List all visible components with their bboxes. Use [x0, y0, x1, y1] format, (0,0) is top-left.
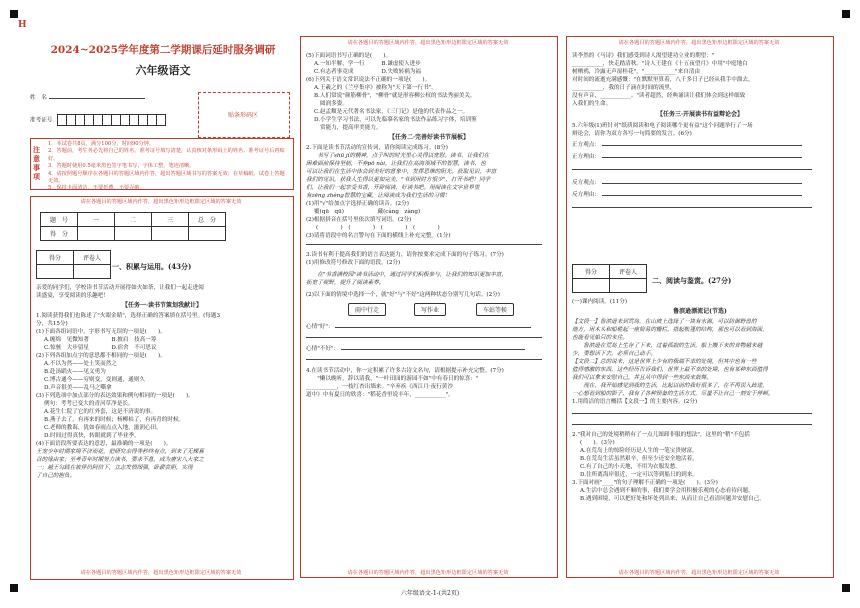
col1-line: (3)下列选项中加点部分的表达效果和例句相同的一项是( )。 [36, 393, 194, 399]
grader-score-cell[interactable] [37, 265, 74, 279]
notes-item: 3．答题时使用0.5毫米黑色签字笔书写，字体工整，笔迹清晰。 [48, 163, 195, 170]
passage-title: 鲁滨逊漂流记(节选) [673, 308, 727, 315]
score-table [40, 212, 226, 241]
col3-line: 树栖鸦，冷露无声湿桂花"，"___________"来自清由 [572, 69, 700, 75]
id-row [30, 114, 166, 126]
corner-mark-tr [842, 10, 850, 18]
col2-line: A.王羲之的《兰亭集序》被称为"天下第一行书"。 [314, 85, 437, 91]
col1-line: C.博古通今——穷则变，变则通，通则久 [44, 377, 145, 383]
score-cell[interactable] [152, 227, 189, 241]
score-cell[interactable] [115, 227, 152, 241]
col1-line: 读盛宴，享受阅读的乐趣吧！ [36, 293, 109, 299]
answer-line[interactable] [572, 169, 812, 170]
col1-line: 分，共15分) [36, 321, 68, 327]
page-title: 2024~2025学年度第二学期课后延时服务调研 [50, 44, 276, 56]
col1-line: C.老师的教诲，犹如春雨点点入地，滋润心田。 [44, 425, 162, 431]
tag-rain-walk[interactable]: 雨中行走 [348, 303, 386, 316]
pro-reason-label: 正方理由： [572, 154, 600, 160]
mood-good-label: 心情"好"： [306, 324, 334, 330]
con-reason-field[interactable] [602, 195, 802, 196]
col3-passage-line: 鲁滨逊在荒岛上生存了下来，过着孤寂的生活，船上搬下来的食物越来越 [572, 343, 763, 349]
col3-passage-line: 地方，用木头和船桅起一座简易的栅栏，搭起帐篷的结构，那也可以看到海面， [572, 327, 768, 333]
answer-line[interactable] [572, 207, 812, 208]
mood-bad-field[interactable] [341, 349, 525, 350]
name-field[interactable] [49, 98, 145, 99]
col3-passage-line: 【文段二】总的说来，这是世界上少有的极端不幸的处境，但其中也有一些 [572, 359, 757, 365]
col1-passage-line: 一；越王勾践在被俘仍阿信下，立志发愤图强，卧薪尝胆，实现 [36, 465, 193, 471]
col2-line: 3.读书有利于提高我们的语言表达能力，请你按要求完成下面的句子练习。(7分) [306, 252, 504, 258]
mood-bad-row [306, 345, 552, 353]
col1-line: A.花生仁院了它的红外套，这是不济说的事。 [44, 409, 157, 415]
col2-line: 2.下面是读书节活动的宣传词，请你阅读完成练习。(8分) [306, 145, 448, 151]
col2-line: 赏能力，提高审美能力。 [320, 125, 382, 131]
col1-passage-line: 王宠少年时期家境不济而花，把研究亲得等秒终有点，到来了无棵暮 [36, 449, 204, 455]
col1-line: A.缠绵 见微知著 B.披肩 技高一筹 [44, 337, 157, 343]
col2-passage-line: 书写了shū jí的精神，点子叫的时光里心灵得以宽慰。读书，让我们在 [306, 153, 490, 159]
task-heading: 【任务二·完善好读书节展板】 [388, 134, 470, 141]
grader-score-label: 得分 [37, 251, 74, 265]
answer-line[interactable] [306, 337, 542, 338]
mood-good-row [306, 323, 552, 331]
score-header: 总 分 [189, 213, 226, 227]
col3-line: A.生活中总会遇到不顺的事，我们要学会用积极乐观的心态看待问题。 [580, 488, 754, 494]
col1-line: (2)下列各组加点字的意思都不相同的一项是( )。 [36, 353, 166, 359]
col3-line: C.有了自己的小天地，不用为衣服发愁。 [580, 464, 681, 470]
warning-bottom-col3: 请在各题目的答题区域内作答，超出黑色矩形边框限定区域的答案无效 [618, 570, 780, 576]
situation-tags [306, 299, 552, 319]
col2-line: (3)请将语段中的名言警句在下面的横线上补充完整。(1分) [306, 233, 451, 239]
notes-item: 4．请按照题号顺序在各题目的答题区域内作答，超出答题区域书写的答案无效；在草稿纸、试卷上答题无效。 [48, 170, 285, 185]
col3-line: 辩论会，请你为双方各写一句简要的发言。(6分) [572, 131, 692, 137]
column-1-text [36, 284, 288, 480]
name-row [30, 94, 145, 102]
col2-line: A.一知半解，学一行 B.谦虚使人进步 [314, 61, 421, 67]
col1-line: (1)下面各组词语中，字形书写无误的一项是( )。 [36, 329, 166, 335]
col3-passage-line: 【文段一】鲁滨逊来到荒岛，在山坡上选择了一块有水源，可以防御野兽的 [572, 319, 757, 325]
con-view-field[interactable] [602, 183, 802, 184]
col1-line: D.时间过得真快，转眼就到了毕业季。 [44, 433, 140, 439]
col2-line: (2)以下面的情境中选择一个，就"好"与"不好"这两种状态分别写几句话。(2分) [306, 292, 500, 298]
grader-score-label: 得分 [573, 265, 610, 279]
col3-line: 3.下面对画"____"的句子理解不正确的一项是( )。(3分) [572, 480, 718, 486]
part2-title: 二、阅读与鉴赏。(27分) [652, 276, 732, 285]
answer-line[interactable] [572, 413, 812, 414]
col3-passage-line: 我们可以拿来安慰自己，并且从中得到一些东西来鼓舞。 [572, 375, 712, 381]
grader-table-1 [36, 250, 111, 279]
subject-title: 六年级语文 [135, 64, 191, 77]
col3-line: ( )。(3分) [580, 440, 615, 446]
notes-item: 2．答题前，考生务必先将自己的姓名、准考证号填写清楚，认真核对条形码上的姓名、准考证号后再贴好。 [48, 148, 285, 162]
col2-passage-line: 可以让我们在生活中体会到美好的意象中，发挥思维的阳光。获取见识，丰富 [306, 169, 497, 175]
task-heading: 【任务三·开展读书有益辩论会】 [656, 111, 744, 118]
score-header: 一 [78, 213, 115, 227]
col3-line: A.在荒岛上的惊险经历是人生的一笔宝贵财富。 [580, 448, 698, 454]
pro-reason-row [572, 153, 828, 161]
score-header: 三 [152, 213, 189, 227]
col2-line: (6)下列关于语文常识说法不正确的一项是( )。 [306, 77, 431, 83]
col3-line: 读李然的《马诗》我们感受到诗人渴望建功立业的期望：" [572, 53, 715, 59]
con-view-label: 反方观点： [572, 180, 600, 186]
col2-line: 覆(qū qū) 藏(cáng zàng) [314, 209, 421, 215]
col3-line: 对时间的流逝充满感慨："在默默里算着，八千多日子已经从我手中溜去， [572, 77, 754, 83]
warning-top-col2: 请在各题目的答题区域内作答，超出黑色矩形边框限定区域的答案无效 [347, 40, 509, 46]
col1-line: 1.阅读获得我们也陈述了"火眼金睛"，选择正确的答案填在括号里。(每题3 [36, 313, 221, 319]
col1-line: B.赴汤蹈火——见义勇为 [44, 369, 106, 375]
name-label: 姓 名 [30, 95, 47, 101]
grader-reviewer-cell[interactable] [74, 265, 111, 279]
part1-title: 一、积累与运用。(43分) [112, 262, 192, 271]
col1-passage-line: 召的缘由家；至考青年时期努力读书，要求不息，成为唐宋八大家之 [36, 457, 204, 463]
column-3-reading [572, 298, 828, 503]
answer-line[interactable] [306, 359, 542, 360]
grader-table-2 [572, 264, 647, 293]
grader-reviewer-label: 评卷人 [610, 265, 647, 279]
task-heading: 【任务一·读书节策划我献计】 [121, 302, 203, 309]
tag-homework[interactable]: 写作业 [414, 303, 446, 316]
col3-passage-line: 值得感激的东西，这些经历告诉我们，世界上最不幸的处境，也有某种东西值得 [572, 367, 768, 373]
col2-passage-line: 拓宽了视野，提升了阅读素养。 [306, 280, 385, 286]
col2-line: 圆润多姿。 [320, 101, 348, 107]
col2-line: (1)用修改符号修改下面的语段。(2分) [306, 260, 401, 266]
warning-bottom-col1: 请在各题目的答题区域内作答，超出黑色矩形边框限定区域的答案无效 [80, 570, 242, 576]
pro-view-field[interactable] [602, 145, 802, 146]
mood-bad-label: 心情"不好"： [306, 346, 340, 352]
corner-mark-tl [10, 10, 18, 18]
col3-line: ___________，我的日子滴在时间的流里， [572, 85, 676, 91]
con-reason-row [572, 191, 828, 199]
answer-line[interactable]: ( ) ( ) ( ) ( ) [316, 225, 440, 231]
notes-item: 1．本试卷共8页，满分100分，时间90分钟。 [48, 141, 155, 147]
col2-line: "懒以晚听，辞以请我，"一叶田园的游园不如"中有春日的惊喜：" [306, 376, 479, 382]
warning-bottom-col2: 请在各题目的答题区域内作答，超出黑色矩形边框限定区域的答案无效 [347, 570, 509, 576]
col1-line: 例句：考考已变大的青河草净是长。 [44, 401, 134, 407]
column-2-text [306, 52, 552, 399]
col3-passage-line: 少，要想活下去，必须自己动手。 [572, 351, 656, 357]
notes-title: 注意事项 [33, 145, 40, 181]
col3-line: 没有声音，___________。"读者超然，经典诵读让我们体会到这样细致 [572, 93, 746, 99]
col3-passage-line: 一心想看到船的影子，我有了各种预备的生活方式，尽量不让自己一刻安于停顿。 [572, 391, 774, 397]
col1-line: 亲爱的同学们，学校读书节活动开展得如火如荼，让我们一起走进阅 [36, 285, 204, 291]
col3-passage-line: 也能看见船只的来往。 [572, 335, 628, 341]
col1-line: B.燕子去了，有再来的时候；杨柳枯了，有再青的时候。 [44, 417, 185, 423]
pro-view-label: 正方观点： [572, 142, 600, 148]
col3-line: B.遇到困境，可以把好处和坏处列出来，从而让自己看清问题并安慰自己。 [580, 496, 765, 502]
col2-line: (2)根据拼音在括号里依次填写词语。(2分) [306, 217, 412, 223]
col3-passage-line: 现在，我开始感觉到我的生活，比起以前的我好很多了，在不再误入歧途， [572, 383, 768, 389]
corner-mark-br [842, 584, 850, 592]
col1-line: D.声音很美——乱马之嘶拿 [44, 385, 112, 391]
warning-top-col3: 请在各题目的答题区域内作答，超出黑色矩形边框限定区域的答案无效 [618, 40, 780, 46]
score-cell[interactable] [78, 227, 115, 241]
col3-line: 5.六年级(1)班针对"纸质阅读和电子阅读哪个更有益"这个问题举行了一场 [572, 123, 753, 129]
con-view-row [572, 179, 828, 187]
id-label: 准考证号 [30, 117, 53, 124]
col2-line: C.有志者事竟成 D.失败转祸为福 [314, 69, 422, 75]
col2-line: B.人们常说"颜筋柳骨"，"柳骨"就是形容柳公权的书法秀丽美关， [314, 93, 476, 99]
mood-good-field[interactable] [335, 327, 531, 328]
col2-line: 道中》中有夏日的欣喜："稻花香里说丰年，___________"。 [306, 392, 454, 398]
answer-line[interactable] [306, 240, 552, 248]
col2-line: (1)用"√"给加点字选择正确的读音。(2分) [306, 201, 409, 207]
col2-line: (5)下面词语书写正确的是( )。 [306, 53, 392, 59]
score-row-label: 得 分 [41, 227, 78, 241]
col1-passage-line: 了自己的抱负。 [36, 473, 76, 479]
col3-line: D.住所离海岸很近，一定可以等到船只的到来。 [580, 472, 698, 478]
grader-score-cell[interactable] [573, 279, 610, 293]
notes-item: 5．保持卡面清洁，不要折叠，不要弄破。 [48, 185, 145, 192]
col2-passage-line: 在"书香满校园"读书活动中，通过同学们积极参与，让我们的知识更加丰富， [306, 272, 507, 278]
col3-line: B.在荒岛生活虽然艰辛，但至少还安全地活着。 [580, 456, 698, 462]
col3-line: 入我们的生命。 [572, 101, 612, 107]
con-reason-label: 反方理由： [572, 192, 600, 198]
column-3-text [572, 52, 828, 211]
col3-line: (一)课内阅读。(11分) [572, 299, 628, 305]
corner-mark-bl [10, 584, 18, 592]
col2-line: ___________，一枝红杏出墙来。"辛弃疾《西江月·夜行黄沙 [306, 384, 453, 390]
col3-line: 2."我对自己的处境稍稍有了一点儿图卸非服的想法"，这里的"稍"不包括 [572, 432, 750, 438]
col3-line: 1.用简洁的语言概括【文段一】的主要内容。(2分) [572, 399, 698, 405]
tag-station-wait[interactable]: 车站等候 [476, 303, 514, 316]
warning-top-col1: 请在各题目的答题区域内作答，超出黑色矩形边框限定区域的答案无效 [80, 199, 242, 205]
score-header: 题 号 [41, 213, 78, 227]
col3-line: ___________，快走踏清秋。"诗人王建在《十五夜望月》中用"中庭地白 [572, 61, 748, 67]
col2-passage-line: 们，让我们一起享受书香，开辟阅读，好读书吧。用阅读在文字世界里 [306, 185, 480, 191]
col2-line: C.赵孟頫是元代著名书法家，《三门记》是他的代表作品之一。 [314, 109, 469, 115]
col2-passage-line: 有zēng zhèng智慧的宝藏，让阅读成为我们生活的习惯！ [306, 193, 451, 199]
answer-line[interactable] [572, 424, 812, 425]
col1-line: C.惊骇 大步留星 D.宿舍 不可思议 [44, 345, 157, 351]
col2-line: 4.在读书节活动中，你一定积累了许多古诗文名句，请根据提示补充完整。(7分) [306, 368, 504, 374]
col1-line: (4)下面语段所要表达的意思，最准确的一项是( )。 [36, 441, 172, 447]
col2-passage-line: 我们的见识，获我人生得以更加完美，"书到用时方恨少"，打开书吧！同学 [306, 177, 491, 183]
score-header: 二 [115, 213, 152, 227]
barcode-label: 贴条形码区 [227, 112, 258, 119]
pro-reason-field[interactable] [602, 157, 802, 158]
page-mark: H [18, 20, 27, 30]
col2-line: D.小学生学习书法，可以先临摹名家的书法作品练习字体，培训鉴 [314, 117, 477, 123]
col1-line: A.不以为然——处士笑而然之 [44, 361, 117, 367]
score-cell[interactable] [189, 227, 226, 241]
grader-reviewer-label: 评卷人 [74, 251, 111, 265]
page-footer: 六年级语文-1-(共2页) [400, 590, 460, 597]
id-boxes[interactable] [58, 118, 166, 124]
notes-list [48, 141, 288, 193]
grader-reviewer-cell[interactable] [610, 279, 647, 293]
col2-passage-line: 困难面前保持坚韧，不弃pō nài，让我们在高海领域不的智慧，读书，也 [306, 161, 486, 167]
pro-view-row [572, 141, 828, 149]
